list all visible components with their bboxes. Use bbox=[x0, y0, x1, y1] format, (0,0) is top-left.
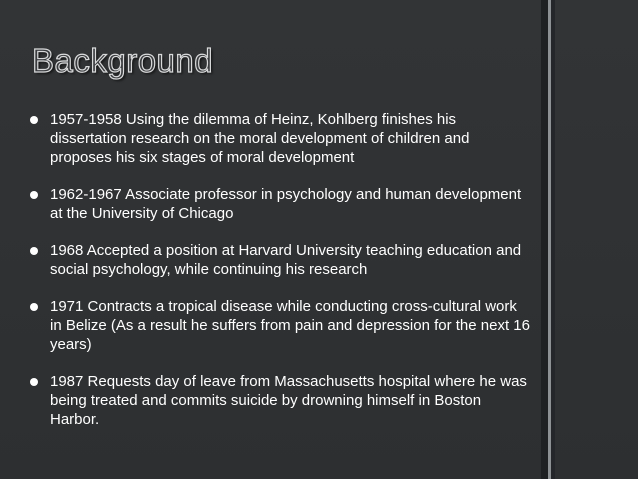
bullet-text: 1957-1958 Using the dilemma of Heinz, Kohlberg finishes his dissertation research on the moral development of children and proposes his six stages of moral development bbox=[50, 111, 470, 166]
bullet-text: 1962-1967 Associate professor in psychology and human development at the University of Chicago bbox=[50, 186, 522, 222]
bullet-dot-icon bbox=[30, 303, 38, 311]
bullet-dot-icon bbox=[30, 247, 38, 255]
bullet-text: 1971 Contracts a tropical disease while conducting cross-cultural work in Belize (As a result he suffers from pain and depression for the next 16 years) bbox=[50, 298, 530, 353]
bullet-item bbox=[30, 372, 530, 429]
bullet-item bbox=[30, 110, 530, 167]
bullet-text: 1968 Accepted a position at Harvard University teaching education and social psychology, while continuing his research bbox=[50, 242, 522, 278]
bullet-dot-icon bbox=[30, 378, 38, 386]
bullet-text: 1987 Requests day of leave from Massachusetts hospital where he was being treated and commits suicide by drowning himself in Boston Harbor. bbox=[50, 373, 527, 428]
decorative-bar-dark-right bbox=[551, 0, 555, 479]
bullet-list bbox=[30, 110, 530, 447]
bullet-item bbox=[30, 297, 530, 354]
decorative-bar-dark bbox=[541, 0, 548, 479]
bullet-dot-icon bbox=[30, 116, 38, 124]
bullet-item bbox=[30, 185, 530, 223]
bullet-dot-icon bbox=[30, 191, 38, 199]
bullet-item bbox=[30, 241, 530, 279]
slide-title: Background bbox=[32, 42, 214, 79]
